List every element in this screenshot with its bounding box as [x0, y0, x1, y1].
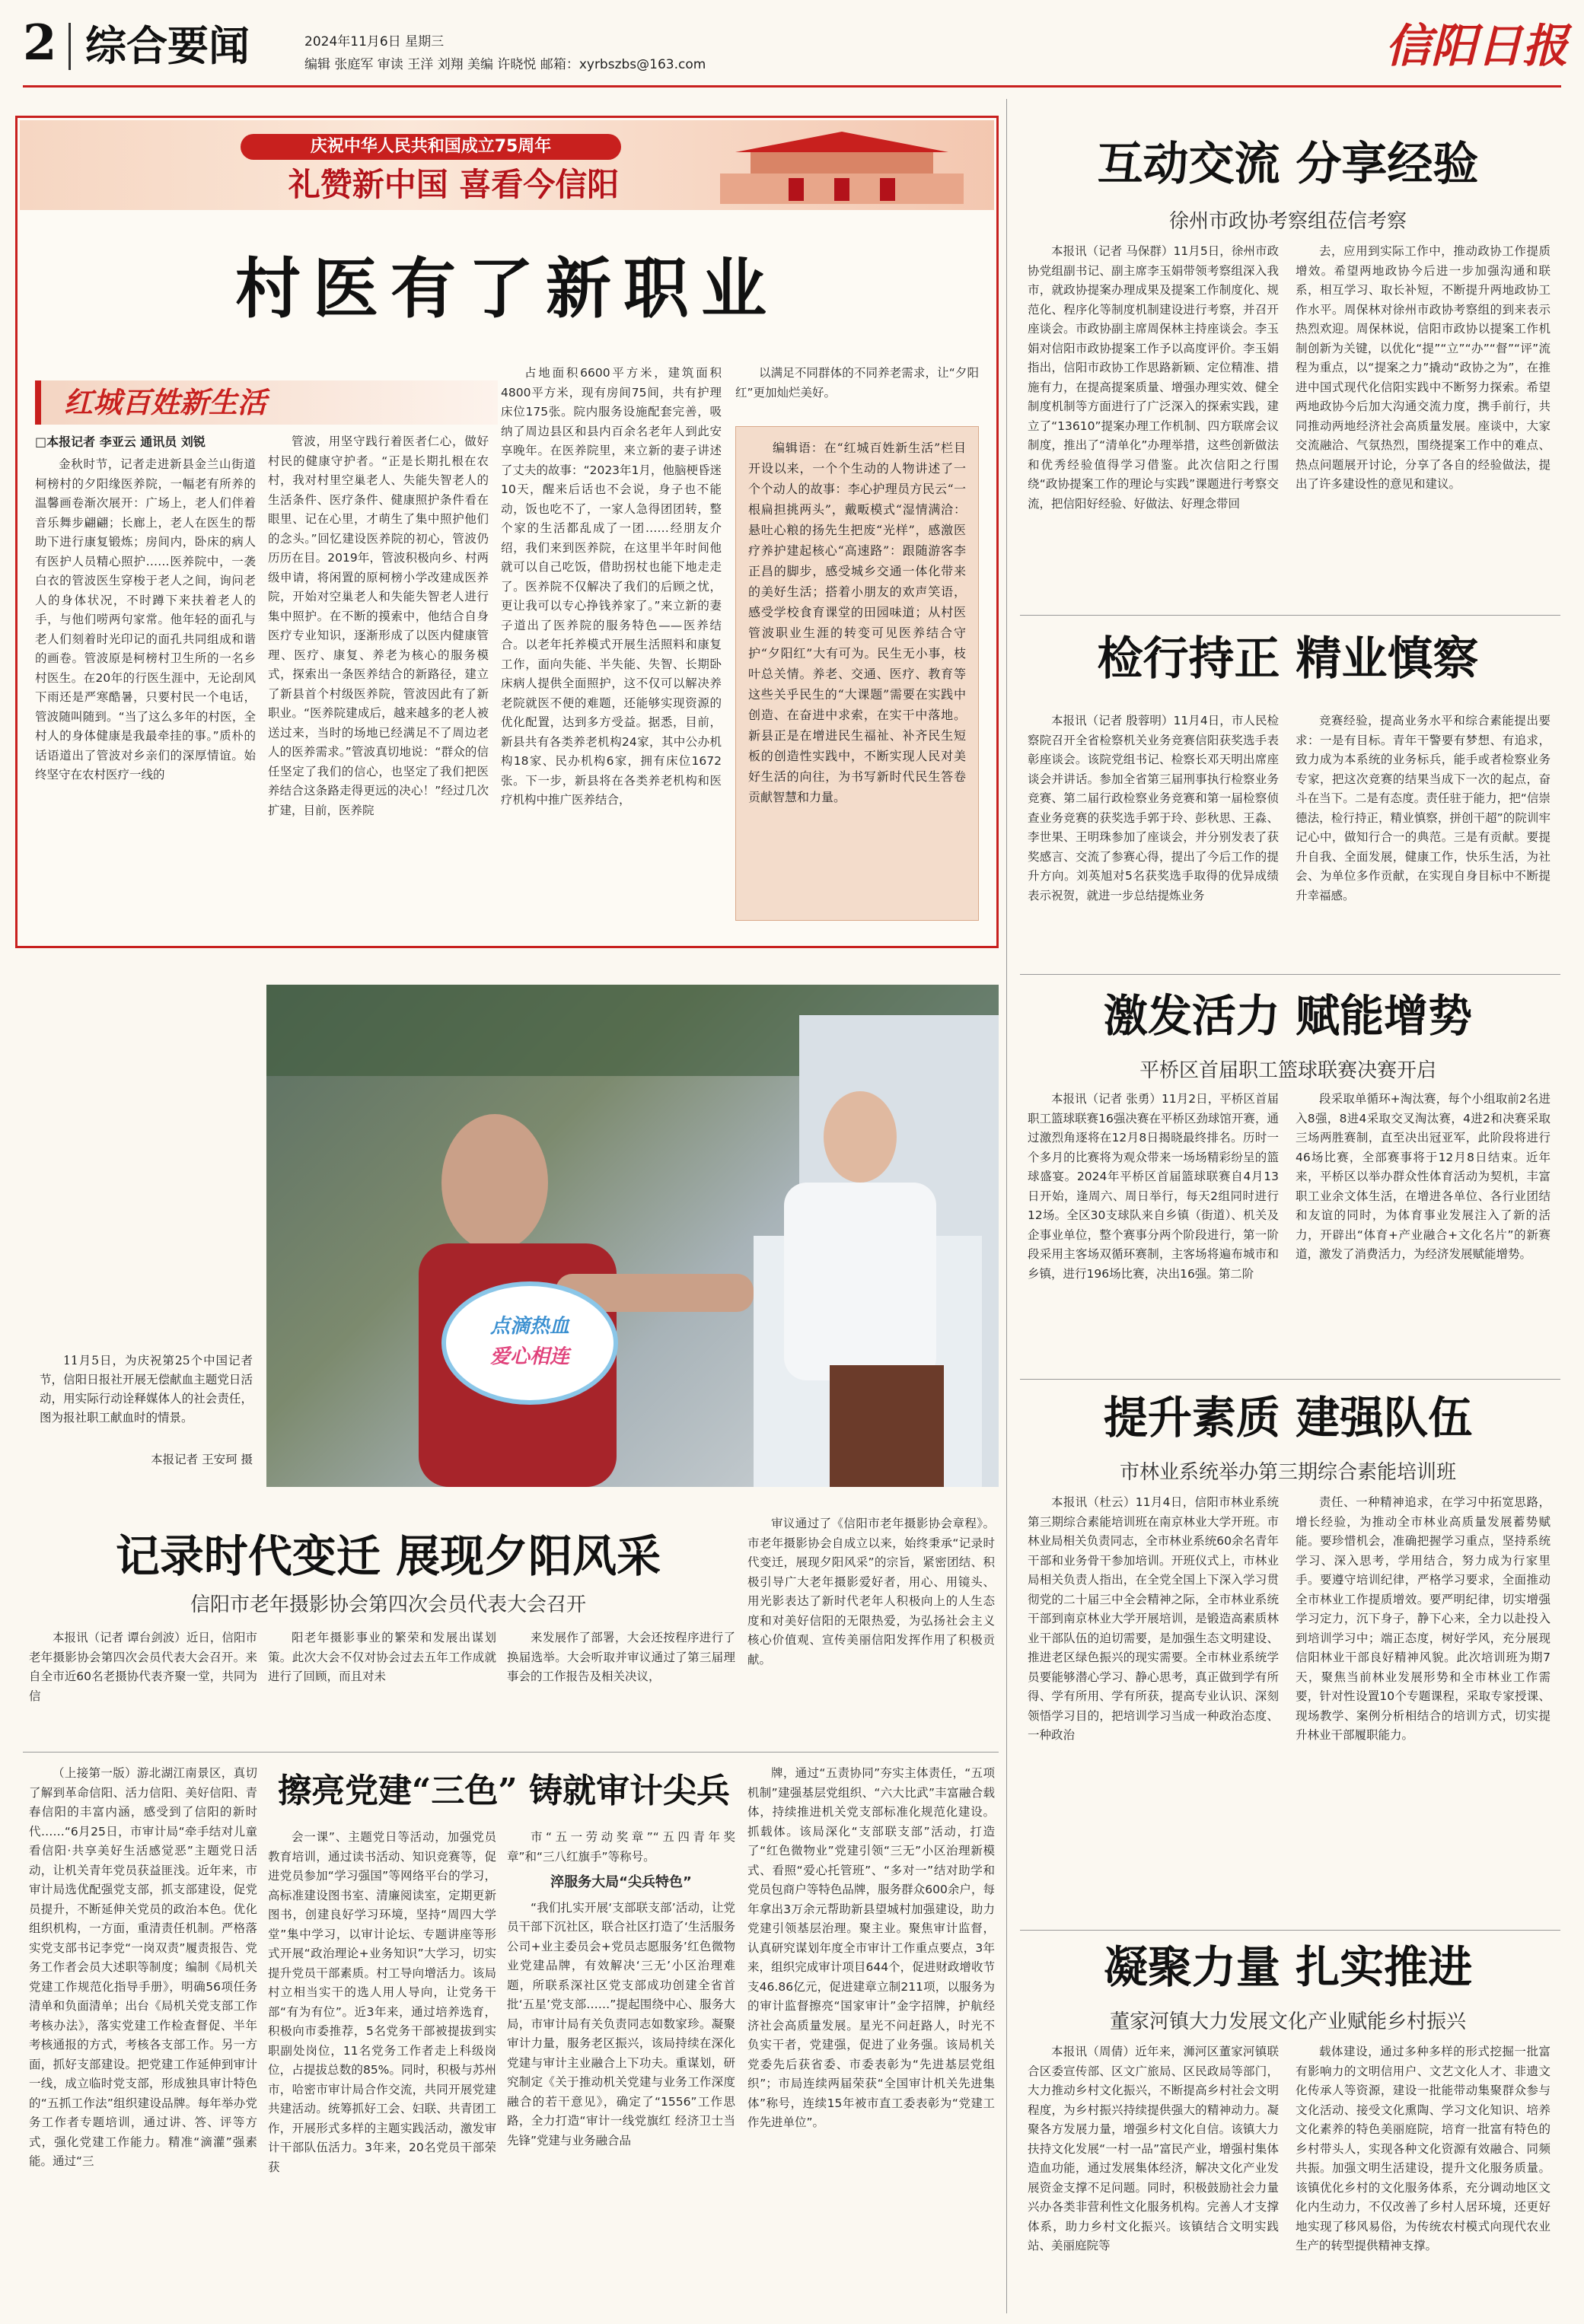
lead-column-2: 管波，用坚守践行着医者仁心，做好村民的健康守护者。“正是长期扎根在农村，我对村里空巢老人、失能失智老人的生活条件、医疗条件、健康照护条件看在眼里、记在心里，才萌生了集中照护他们的念头。”回忆建设医养院的初心，管波仍历历在目。2019年，管波积极向乡、村两级申请，将闲置的原柯榜小学改建成医养院，开始对空巢老人和失能失智老人进行集中照护。在不断的摸索中，他结合自身医疗专业知识，逐渐形成了以医内健康管理、医疗、康复、养老为核心的服务模式，探索出一条医养结合的新路径，建立了新县首个村级医养院，管波因此有了新职业。“医养院建成后，越来越多的老人被送过来，当时的场地已经满足不了周边老人的医养需求。”管波真切地说：“群众的信任坚定了我们的信心，也坚定了我们把医养结合这条路走得更远的决心！”经过几次扩建，目前，医养院	[268, 435, 489, 817]
jiancha-headline: 检行持正 精业慎察	[1097, 632, 1479, 686]
banner-line2: 礼赞新中国 喜看今信阳	[288, 166, 620, 203]
photo-credit: 本报记者 王安珂 摄	[151, 1453, 253, 1466]
masthead-divider	[69, 23, 71, 70]
masthead-rule	[23, 85, 1561, 88]
section-title: 综合要闻	[85, 21, 250, 70]
shenji-subhead: 淬服务大局“尖兵特色”	[550, 1874, 692, 1890]
banner-line1: 庆祝中华人民共和国成立75周年	[241, 134, 621, 160]
linye-subtitle: 市林业系统举办第三期综合素能培训班	[1119, 1461, 1456, 1484]
divider	[1020, 615, 1560, 616]
tiananmen-illustration	[705, 128, 979, 204]
lead-headline: 村医有了新职业	[235, 250, 779, 327]
dongjia-subtitle: 董家河镇大力发展文化产业赋能乡村振兴	[1109, 2010, 1466, 2033]
sheying-subtitle: 信阳市老年摄影协会第四次会员代表大会召开	[190, 1593, 586, 1616]
lead-column-4: 以满足不同群体的不同养老需求，让“夕阳红”更加灿烂美好。	[735, 366, 979, 400]
shenji-column-1: （上接第一版）游北湖江南景区，真切了解到革命信阳、活力信阳、美好信阳、青春信阳的丰富内涵，感受到了信阳的新时代……“6月25日，市审计局“牵手结对儿童看信阳·共享美好生活感觉恶”主题党日活动，让机关青年党员获益匪浅。近年来，市审计局选优配强党支部，抓支部建设，促党员提升，不断延伸关党员的政治本色。优化组织机构，一方面，重清责任机制。严格落实党支部书记李党“一岗双责”履责报告、党务工作者会员大述职等制度；编制《局机关党建工作规范化指导手册》，明确56项任务清单和负面清单；出台《局机关党支部工作考核办法》，落实党建工作检查督促、半年考核通报的方式，考核各支部工作。另一方面，抓好支部建设。把党建工作延伸到审计一线，成立临时党支部，形成独具审计特色的“五抓工作法”组织建设品牌。每年举办党务工作者专题培训，通过讲、答、评等方式，强化党建工作能力。精准“滴灌”强素能。通过“三	[29, 1766, 257, 2168]
sheying-headline: 记录时代变迁 展现夕阳风采	[115, 1530, 661, 1582]
column-label-text: 红城百姓新生活	[64, 385, 267, 419]
xuzhou-column-2: 去，应用到实际工作中，推动政协工作提质增效。希望两地政协今后进一步加强沟通和联系，相互学习、取长补短，不断提升两地政协工作水平。周保林对徐州市政协考察组的到来表示热烈欢迎。周保林说，信阳市政协以提案工作机制创新为关键，以优化“提”“立”“办”“督”“评”流程为重点，以“提案之力”撬动“政协之为”，在推进中国式现代化信阳实践中不断努力探索。希望两地政协今后加大沟通交流力度，携手前行，共同推动两地经济社会高质量发展。座谈中，大家交流融洽、气氛热烈，围绕提案工作中的难点、热点问题展开讨论，分享了各自的经验做法，提出了许多建设性的意见和建议。	[1296, 244, 1551, 491]
xuzhou-subtitle: 徐州市政协考察组莅信考察	[1168, 210, 1407, 233]
lead-byline: □本报记者 李亚云 通讯员 刘锐	[35, 435, 206, 449]
lead-column-1: 金秋时节，记者走进新县金兰山街道柯榜村的夕阳缘医养院，一幅老有所养的温馨画卷渐次展开：广场上，老人们伴着音乐舞步翩翩；长廊上，老人在医生的帮助下进行康复锻炼；房间内，卧床的病人有医护人员精心照护……医养院中，一袭白衣的管波医生穿梭于老人之间，询问老人的身体状况，不时蹲下来扶着老人的手，与他们唠两句家常。他年轻的面孔与老人们刻着时光印记的面孔共同组成和谐的画卷。管波原是柯榜村卫生所的一名乡村医生。在20年的行医生涯中，无论刮风下雨还是严寒酷暑，只要村民一个电话，管波随叫随到。“当了这么多年的村医，全村人的身体健康是我最牵挂的事。”质朴的话语道出了管波对乡亲们的深厚情谊。始终坚守在农村医疗一线的	[35, 457, 256, 782]
shenji-column-2: 会一课”、主题党日等活动，加强党员教育培训，通过读书活动、知识竞赛等，促进党员参加“学习强国”等网络平台的学习，高标准建设图书室、清廉阅读室，定期更新图书，创建良好学习环境，坚持“周四大学堂”集中学习，以审计论坛、专题讲座等形式开展“政治理论+业务知识”大学习，切实提升党员干部素质。村工导向增活力。该局村立相当实干的选人用人导向，让党务干部“有为有位”。近3年来，通过培养选育，积极向市委推荐，5名党务干部被提拔到实职副处岗位，11名党务工作者走上科级岗位，占提拔总数的85%。同时，积极与苏州市，哈密市审计局合作交流，共同开展党建共建活动。统筹抓好工会、妇联、共青团工作，开展形式多样的主题实践活动，激发审计干部队伍活力。3年来，20名党员干部荣获	[268, 1830, 496, 2174]
dongjia-headline: 凝聚力量 扎实推进	[1103, 1941, 1473, 1993]
divider	[1020, 974, 1560, 975]
pingqiao-column-1: 本报讯（记者 张勇）11月2日，平桥区首届职工篮球联赛16强决赛在平桥区劲球馆开赛，通过激烈角逐将在12月8日揭晓最终排名。历时一个多月的比赛将为观众带来一场场精彩纷呈的篮球盛宴。2024年平桥区首届篮球联赛自4月13日开始，逢周六、周日举行，每天2组同时进行12场。全区30支球队来自乡镇（街道）、机关及企事业单位，整个赛事分两个阶段进行，第一阶段采用主客场双循环赛制，主客场将遍布城市和乡镇，进行196场比赛，决出16强。第二阶	[1028, 1092, 1279, 1281]
dongjia-column-1: 本报讯（周倩）近年来，浉河区董家河镇联合区委宣传部、区文广旅局、区民政局等部门，大力推动乡村文化振兴，不断提高乡村社会文明程度，为乡村振兴持续提供强大的精神动力。凝聚各方发展力量，增强乡村文化自信。该镇大力扶持文化发展“一村一品”富民产业，增强村集体造血功能，通过发展集体经济，解决文化产业发展资金支撑不足问题。同时，积极鼓励社会力量兴办各类非营利性文化服务机构。完善人才支撑体系，助力乡村文化振兴。该镇结合文明实践站、美丽庭院等	[1028, 2045, 1279, 2252]
column-label	[35, 380, 498, 425]
divider	[1020, 1930, 1560, 1931]
xuzhou-column-1: 本报讯（记者 马保群）11月5日，徐州市政协党组副书记、副主席李玉娟带领考察组深入我市，就政协提案办理成果及提案工作制度化、规范化、程序化等制度机制建设进行考察，并召开座谈会。市政协副主席周保林主持座谈会。李玉娟对信阳市政协提案工作予以高度评价。李玉娟指出，信阳市政协工作思路新颖、定位精准、措施有力，在提高提案质量、增强办理实效、健全制度机制等方面进行了广泛深入的探索实践，建立了“13610”提案办理工作机制、四方联席会议制度，推出了“清单化”办理举措，这些创新做法和优秀经验值得学习借鉴。此次信阳之行围绕“政协提案工作的理论与实践”课题进行考察交流，把信阳好经验、好做法、好理念带回	[1028, 244, 1279, 511]
divider	[23, 1752, 999, 1753]
shenji-column-4: 牌，通过“五责协同”夯实主体责任，“五项机制”建强基层党组织、“六大比武”丰富融合载体，持续推进机关党支部标准化规范化建设。抓载体。该局深化“支部联支部”活动，打造了“红色微物业”党建引领“三无”小区治理新模式、看照“爱心托管班”、“多对一”结对助学和党员包商户等特色品牌，服务群众600余户，每年拿出3万余元帮助新县望城村加强建设，助力党建引领基层治理。聚主业。聚焦审计监督，认真研究谋划年度全市审计工作重点要点，3年来，组织完成审计项目644个，促进财政增收节支46.86亿元，促进建章立制211项，以服务为的审计监督擦亮“国家审计”金字招牌，护航经济社会高质量发展。星光不问赶路人，时光不负实干者，党建强，促进了业务强。该局机关党委先后获省委、市委表彰为“先进基层党组织”；市局连续两届荣获“全国审计机关先进集体”称号，连续15年被市直工委表彰为“党建工作先进单位”。	[747, 1766, 995, 2129]
linye-column-1: 本报讯（杜云）11月4日，信阳市林业系统第三期综合素能培训班在南京林业大学开班。市林业局相关负责同志，全市林业系统60余名青年干部和业务骨干参加培训。开班仪式上，市林业局相关负责人指出，在全党全国上下深入学习贯彻党的二十届三中全会精神之际，全市林业系统干部到南京林业大学开展培训，是锻造高素质林业干部队伍的迫切需要，是加强生态文明建设、推进老区绿色振兴的现实需要。全市林业系统学员要能够潜心学习、静心思考，真正做到学有所得、学有所用、学有所获，提高专业认识、深刻领悟学习目的，把培训学习当成一种政治态度、一种政治	[1028, 1495, 1279, 1742]
blood-donation-photo	[266, 985, 999, 1487]
divider	[1020, 1379, 1560, 1380]
shenji-headline: 擦亮党建“三色” 铸就审计尖兵	[278, 1772, 730, 1810]
sheying-column-3: 来发展作了部署，大会还按程序进行了换届选举。大会听取并审议通过了第三届理事会的工作报告及相关决议，	[507, 1631, 735, 1683]
editor-note-box	[735, 426, 979, 921]
sheying-column-4: 审议通过了《信阳市老年摄影协会章程》。市老年摄影协会自成立以来，始终秉承“记录时代变迁，展现夕阳风采”的宗旨，紧密团结、积极引导广大老年摄影爱好者，用心、用镜头、用光影表达了新时代老年人积极向上的人生态度和对美好信阳的无限热爱，为弘扬社会主义核心价值观、宣传美丽信阳发挥作用了积极贡献。	[747, 1517, 995, 1667]
sheying-column-1: 本报讯（记者 谭台剑波）近日，信阳市老年摄影协会第四次会员代表大会召开。来自全市近60名老摄协代表齐聚一堂，共同为信	[29, 1631, 257, 1703]
pingqiao-column-2: 段采取单循环+淘汰赛，每个小组取前2名进入8强，8进4采取交叉淘汰赛，4进2和决赛采取三场两胜赛制，直至决出冠亚军，此阶段将进行46场比赛，全部赛事将于12月8日结束。近年来，平桥区以举办群众性体育活动为契机，丰富职工业余文体生活，在增进各单位、各行业团结和友谊的同时，为体育事业发展注入了新的活力，开辟出“体育+产业融合+文化名片”的新赛道，激发了消费活力，为经济发展赋能增势。	[1296, 1092, 1551, 1261]
lead-column-3: 占地面积6600平方米，建筑面积4800平方米，现有房间75间，共有护理床位175张。院内服务设施配套完善，吸纳了周边县区和县内百余名老年人到此安享晚年。在医养院里，来立新的妻子讲述了丈夫的故事：“2023年1月，他脑梗昏迷10天，醒来后话也不会说，身子也不能动，饭也吃不了，一家人急得团团转，整个家的生活都乱成了一团……经朋友介绍，我们来到医养院，在这里半年时间他就可以自己吃饭，借助拐杖也能下地走走了。医养院不仅解决了我们的后顾之忧，更让我可以专心挣钱养家了。”来立新的妻子道出了医养院的服务特色——医养结合。以老年托养模式开展生活照料和康复工作，面向失能、半失能、失智、长期卧床病人提供全面照护，这不仅可以解决养老院就医不便的难题，还能够实现资源的优化配置，达到多方受益。据悉，目前，新县共有各类养老机构24家，其中公办机构18家、民办机构6家，拥有床位1672张。下一步，新县将在各类养老机构和医疗机构中推广医养结合，	[501, 366, 722, 807]
sheying-column-2: 阳老年摄影事业的繁荣和发展出谋划策。此次大会不仅对协会过去五年工作成就进行了回顾，而且对未	[268, 1631, 496, 1683]
photo-sign	[441, 1281, 618, 1405]
editors-line: 编辑 张庭军 审读 王洋 刘翔 美编 许晓悦 邮箱：xyrbszbs@163.com	[304, 57, 706, 72]
issue-date: 2024年11月6日 星期三	[304, 34, 445, 49]
photo-caption: 11月5日，为庆祝第25个中国记者节，信阳日报社开展无偿献血主题党日活动，用实际行动诠释媒体人的社会责任，图为报社职工献血时的情景。	[40, 1354, 253, 1425]
newspaper-logo: 信阳日报	[1385, 20, 1568, 73]
jiancha-column-2: 竞赛经验，提高业务水平和综合素能提出要求：一是有目标。青年干警要有梦想、有追求，致力成为本系统的业务标兵，能手或者检察业务专家，把这次竞赛的结果当成下一次的起点，奋斗在当下。二是有态度。责任驻于能力，把“信崇德法，检行持正，精业慎察，拼创干超”的院训牢记心中，做知行合一的典范。三是有贡献。要提升自我、全面发展，健康工作，快乐生活，为社会、为单位多作贡献，在实现自身目标中不断提升幸福感。	[1296, 714, 1551, 903]
anniversary-banner	[20, 120, 994, 210]
masthead	[0, 0, 1584, 90]
page-number: 2	[23, 14, 57, 72]
photo-sign-line1: 点滴热血	[489, 1315, 569, 1338]
jiancha-column-1: 本报讯（记者 殷蓉明）11月4日，市人民检察院召开全省检察机关业务竞赛信阳获奖选手表彰座谈会。该院党组书记、检察长邓天明出席座谈会并讲话。参加全省第三届刑事执行检察业务竞赛、第二届行政检察业务竞赛和第一届检察侦查业务竞赛的获奖选手郭于玲、彭秋思、王淼、李世果、王明珠参加了座谈会，并分别发表了获奖感言、交流了参赛心得，提出了今后工作的提升方向。刘英旭对5名获奖选手取得的优异成绩表示祝贺，就进一步总结提炼业务	[1028, 714, 1279, 903]
linye-headline: 提升素质 建强队伍	[1103, 1392, 1473, 1444]
xuzhou-headline: 互动交流 分享经验	[1097, 138, 1479, 191]
dongjia-column-2: 载体建设，通过多种多样的形式挖掘一批富有影响力的文明信用户、文艺文化人才、非遗文化传承人等资源，建设一批能带动集聚群众参与文化活动、接受文化熏陶、学习文化知识、培养文化素养的特色美丽庭院，培育一批富有特色的乡村带头人，实现各种文化资源有效融合、同频共振。加强文明生活建设，提升文化服务质量。该镇优化乡村的文化服务体系，充分调动地区文化内生动力，不仅改善了乡村人居环境，还更好地实现了移风易俗，为传统农村模式向现代农业生产的转型提供精神支撑。	[1296, 2045, 1551, 2252]
editor-note-text: 编辑语：在“红城百姓新生活”栏目开设以来，一个个生动的人物讲述了一个个动人的故事：李心护理员方民云“一根扁担挑两头”，戴畈模式“湿情满洽：悬吐心粮的扬先生把废“光样”，感激医疗养护建起核心“高速路”：跟随游客李正昌的脚步，感受城乡交通一体化带来的美好生活；搭着小朋友的欢声笑语，感受学校食育课堂的田园味道；从村医管波职业生涯的转变可见医养结合守护“夕阳红”大有可为。民生无小事，枝叶总关情。养老、交通、医疗、教育等这些关乎民生的“大课题”需要在实践中创造、在奋进中求索，在实干中落地。新县正是在增进民生福祉、补齐民生短板的创造性实践中，不断实现人民对美好生活的向往，为书写新时代民生答卷贡献智慧和力量。	[748, 441, 966, 804]
pingqiao-subtitle: 平桥区首届职工篮球联赛决赛开启	[1139, 1059, 1436, 1082]
linye-column-2: 责任、一种精神追求，在学习中拓宽思路，增长经验，为推动全市林业高质量发展蓄势赋能。要珍惜机会，准确把握学习重点，坚持系统学习、深入思考，学用结合，努力成为行家里手。要遵守培训纪律，严格学习要求，全面推动全市林业工作提质增效。要严明纪律，切实增强学习定力，沉下身子，静下心来，全力以赴投入到培训学习中；端正态度，树好学风，充分展现信阳林业干部良好精神风貌。此次培训班为期7天，聚焦当前林业发展形势和全市林业工作需要，针对性设置10个专题课程，采取专家授课、现场教学、案例分析相结合的培训方式，切实提升林业干部履职能力。	[1296, 1495, 1551, 1742]
pingqiao-headline: 激发活力 赋能增势	[1103, 990, 1473, 1042]
photo-sign-line2: 爱心相连	[489, 1345, 569, 1368]
column-separator	[1006, 99, 1007, 2313]
shenji-column-3: 市“五一劳动奖章”“五四青年奖章”和“三八红旗手”等称号。 淬服务大局“尖兵特色” “我们扎实开展‘支部联支部’活动，让党员干部下沉社区，联合社区打造了‘生活服务公司+业主委员会+党员志愿服务’红色微物业党建品牌，有效解决‘三无’小区治理难题，所联系深社区党支部成功创建全省首批‘五星’党支部……”提起围绕中心、服务大局，市审计局有关负责同志如数家珍。凝聚审计力量，服务老区振兴，该局持续在深化党建与审计主业融合上下功夫。重谋划，研究制定《关于推动机关党建与业务工作深度融合的若干意见》，确定了“1556”工作思路，全力打造“审计一线党旗红 经济卫士当先锋”党建与业务融合品	[507, 1830, 735, 2147]
